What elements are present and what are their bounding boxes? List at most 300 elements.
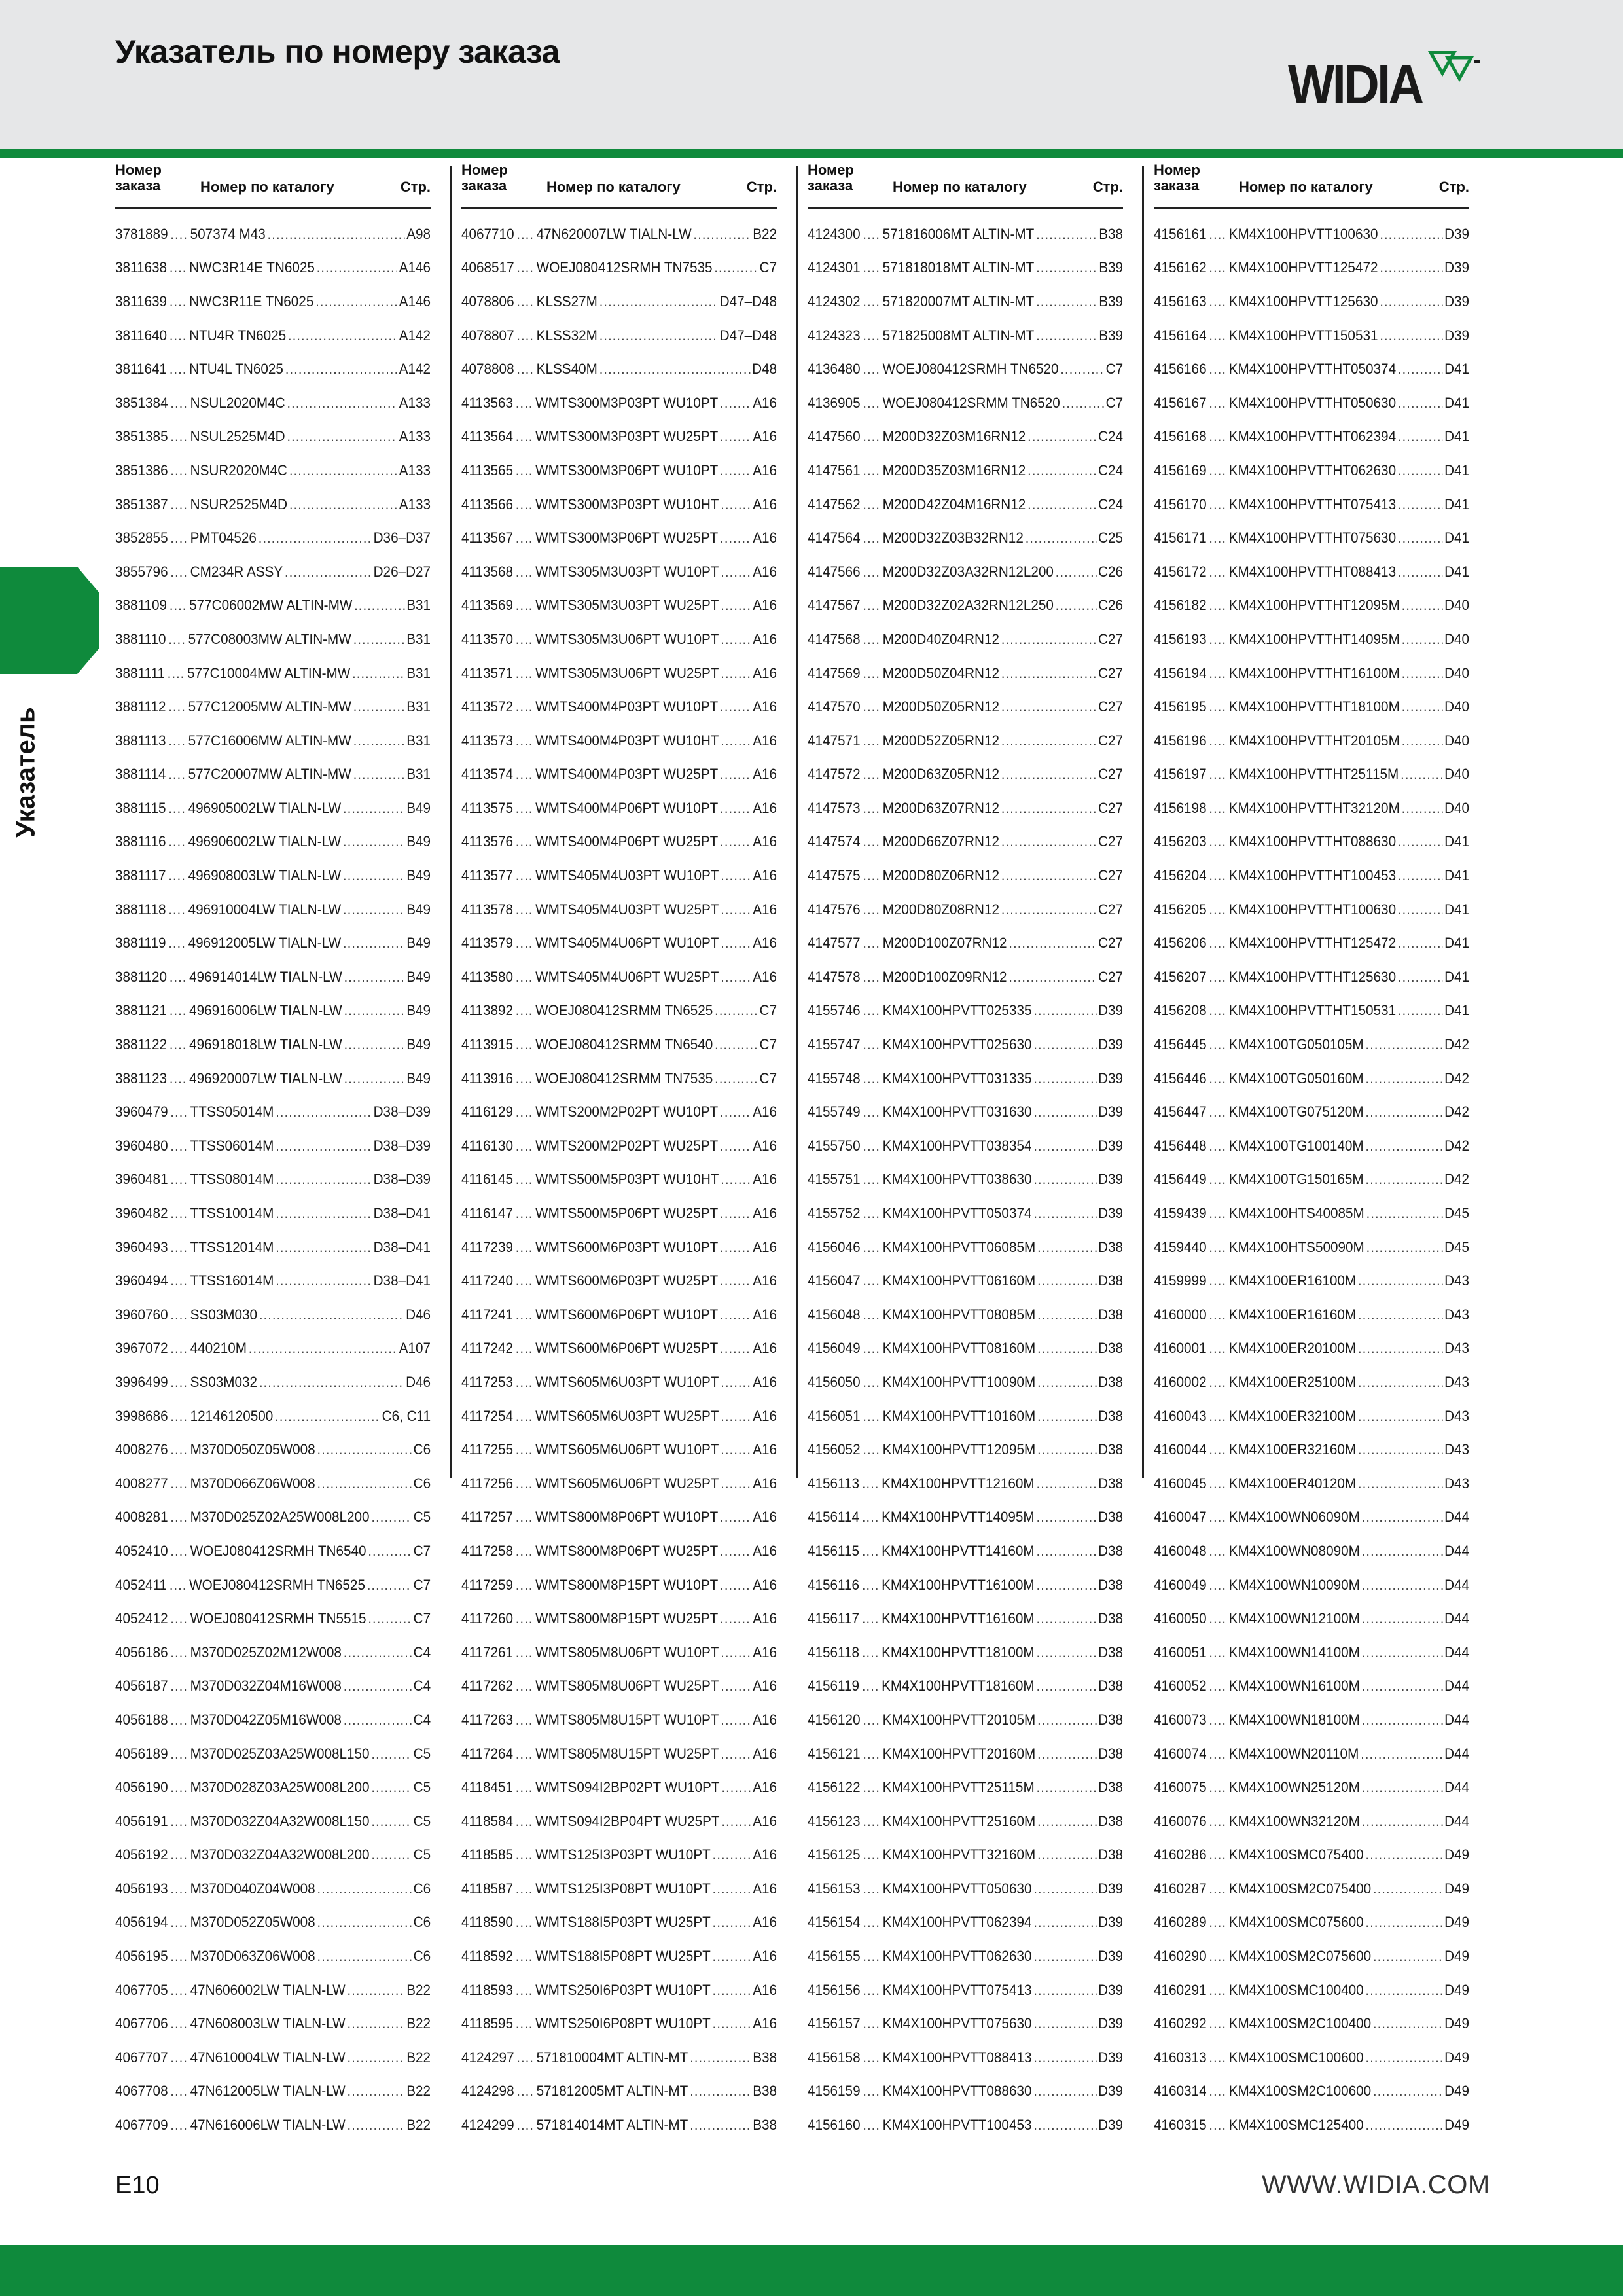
page-reference[interactable]: C27 bbox=[1098, 968, 1124, 985]
page-reference[interactable]: B31 bbox=[406, 766, 431, 783]
page-reference[interactable]: C6 bbox=[413, 1948, 431, 1965]
page-reference[interactable]: D49 bbox=[1444, 2049, 1470, 2066]
page-reference[interactable]: C5 bbox=[413, 1779, 431, 1796]
page-reference[interactable]: D40 bbox=[1444, 630, 1470, 647]
page-reference[interactable]: D38 bbox=[1098, 1677, 1124, 1695]
page-reference[interactable]: D38 bbox=[1098, 1542, 1124, 1559]
page-reference[interactable]: D39 bbox=[1098, 1914, 1124, 1931]
page-reference[interactable]: D44 bbox=[1444, 1610, 1470, 1627]
page-reference[interactable]: B49 bbox=[406, 833, 431, 850]
page-reference[interactable]: B31 bbox=[406, 630, 431, 647]
page-reference[interactable]: C27 bbox=[1098, 698, 1124, 715]
page-reference[interactable]: D39 bbox=[1444, 225, 1470, 242]
page-reference[interactable]: C6, C11 bbox=[382, 1407, 431, 1424]
page-reference[interactable]: D39 bbox=[1098, 1103, 1124, 1121]
page-reference[interactable]: D40 bbox=[1444, 664, 1470, 681]
page-reference[interactable]: C6 bbox=[413, 1914, 431, 1931]
page-reference[interactable]: B49 bbox=[406, 1002, 431, 1019]
leader-dots bbox=[720, 1306, 751, 1323]
page-reference[interactable]: A146 bbox=[399, 293, 431, 310]
leader-dots: .... bbox=[1209, 428, 1226, 445]
page-reference[interactable]: D43 bbox=[1444, 1340, 1470, 1357]
page-reference[interactable]: D41 bbox=[1444, 428, 1470, 445]
page-reference[interactable]: D39 bbox=[1098, 1137, 1124, 1154]
order-number: 4147571 bbox=[808, 732, 861, 749]
page-reference[interactable]: C7 bbox=[759, 1036, 777, 1053]
page-reference[interactable]: C7 bbox=[759, 259, 777, 276]
page-reference[interactable]: D38 bbox=[1098, 1407, 1124, 1424]
leader-dots: .... bbox=[863, 935, 880, 952]
order-number: 4156164 bbox=[1154, 327, 1207, 344]
header-rule bbox=[461, 207, 777, 209]
page-reference[interactable]: A16 bbox=[753, 1812, 777, 1829]
page-reference[interactable]: D41 bbox=[1444, 935, 1470, 952]
catalog-number: 496920007LW TIALN-LW bbox=[189, 1069, 342, 1086]
page-reference[interactable]: A16 bbox=[753, 1643, 777, 1660]
table-row bbox=[1154, 1770, 1469, 1804]
page-reference[interactable]: C27 bbox=[1098, 901, 1124, 918]
page-reference[interactable]: A16 bbox=[753, 1745, 777, 1762]
page-reference[interactable]: C26 bbox=[1098, 597, 1124, 614]
page-reference[interactable]: A142 bbox=[399, 327, 431, 344]
page-reference[interactable]: A16 bbox=[753, 968, 777, 985]
page-reference[interactable]: D43 bbox=[1444, 1407, 1470, 1424]
page-reference[interactable]: D41 bbox=[1444, 394, 1470, 411]
catalog-number: M370D052Z05W008 bbox=[190, 1914, 315, 1931]
table-row bbox=[115, 1230, 431, 1265]
page-reference[interactable]: D39 bbox=[1098, 1981, 1124, 1998]
page-reference[interactable]: A16 bbox=[753, 1846, 777, 1863]
page-reference[interactable]: D49 bbox=[1444, 2083, 1470, 2100]
page-reference[interactable]: B38 bbox=[753, 2049, 777, 2066]
page-reference[interactable]: D41 bbox=[1444, 901, 1470, 918]
page-reference[interactable]: D39 bbox=[1098, 2083, 1124, 2100]
page-reference[interactable]: A16 bbox=[753, 833, 777, 850]
page-reference[interactable]: B49 bbox=[406, 867, 431, 884]
catalog-number: NSUR2020M4C bbox=[190, 461, 288, 478]
page-reference[interactable]: B31 bbox=[406, 698, 431, 715]
page-reference[interactable]: D38–D41 bbox=[373, 1272, 431, 1289]
page-reference[interactable]: A142 bbox=[399, 361, 431, 378]
leader-dots bbox=[285, 564, 372, 581]
page-reference[interactable]: B31 bbox=[406, 732, 431, 749]
page-reference[interactable]: D44 bbox=[1444, 1509, 1470, 1526]
table-row bbox=[808, 2108, 1123, 2142]
catalog-number: KM4X100HPVTT25160M bbox=[882, 1812, 1036, 1829]
page-reference[interactable]: A16 bbox=[753, 529, 777, 547]
page-reference[interactable]: D44 bbox=[1444, 1745, 1470, 1762]
page-reference[interactable]: A107 bbox=[399, 1340, 431, 1357]
page-reference[interactable]: D49 bbox=[1444, 1948, 1470, 1965]
order-number: 3881119 bbox=[115, 935, 166, 952]
table-row bbox=[115, 1399, 431, 1433]
page-reference[interactable]: A16 bbox=[753, 1205, 777, 1222]
page-reference[interactable]: C27 bbox=[1098, 664, 1124, 681]
leader-dots bbox=[721, 732, 751, 749]
page-reference[interactable]: D39 bbox=[1098, 1205, 1124, 1222]
page-reference[interactable]: C26 bbox=[1098, 563, 1124, 580]
page-reference[interactable]: C24 bbox=[1098, 428, 1124, 445]
catalog-number: KM4X100HPVTT062630 bbox=[882, 1948, 1032, 1965]
page-reference[interactable]: C4 bbox=[413, 1643, 431, 1660]
page-reference[interactable]: D41 bbox=[1444, 563, 1470, 580]
page-reference[interactable]: D42 bbox=[1444, 1069, 1470, 1086]
page-reference[interactable]: C7 bbox=[759, 1002, 777, 1019]
page-reference[interactable]: C27 bbox=[1098, 867, 1124, 884]
page-reference[interactable]: D41 bbox=[1444, 495, 1470, 512]
page-reference[interactable]: D39 bbox=[1098, 2015, 1124, 2032]
page-reference[interactable]: B49 bbox=[406, 1069, 431, 1086]
order-number: 4156169 bbox=[1154, 461, 1207, 478]
page-reference[interactable]: C5 bbox=[413, 1745, 431, 1762]
page-reference[interactable]: D41 bbox=[1444, 529, 1470, 547]
page-reference[interactable]: B22 bbox=[406, 2015, 431, 2032]
page-reference[interactable]: D38–D39 bbox=[373, 1103, 431, 1121]
page-reference[interactable]: A16 bbox=[753, 630, 777, 647]
page-reference[interactable]: D38 bbox=[1098, 1745, 1124, 1762]
page-reference[interactable]: D38 bbox=[1098, 1373, 1124, 1390]
page-reference[interactable]: A16 bbox=[753, 1238, 777, 1255]
page-reference[interactable]: C27 bbox=[1098, 833, 1124, 850]
page-reference[interactable]: D38 bbox=[1098, 1306, 1124, 1323]
page-reference[interactable]: D44 bbox=[1444, 1643, 1470, 1660]
page-reference[interactable]: D40 bbox=[1444, 799, 1470, 816]
page-reference[interactable]: C7 bbox=[1105, 361, 1124, 378]
page-reference[interactable]: A16 bbox=[753, 698, 777, 715]
catalog-number: M200D50Z04RN12 bbox=[882, 664, 1000, 681]
page-reference[interactable]: A16 bbox=[753, 563, 777, 580]
page-reference[interactable]: D40 bbox=[1444, 698, 1470, 715]
page-reference[interactable]: D45 bbox=[1444, 1238, 1470, 1255]
leader-dots bbox=[1033, 2015, 1096, 2032]
page-reference[interactable]: A16 bbox=[753, 1948, 777, 1965]
page-reference[interactable]: C6 bbox=[413, 1475, 431, 1492]
page-reference[interactable]: B22 bbox=[406, 1981, 431, 1998]
leader-dots bbox=[353, 698, 405, 715]
catalog-number: WMTS800M8P15PT WU10PT bbox=[535, 1576, 719, 1593]
order-number: 3811638 bbox=[115, 259, 168, 276]
leader-dots bbox=[1037, 1374, 1096, 1391]
page-reference[interactable]: D38 bbox=[1098, 1441, 1124, 1458]
page-reference[interactable]: D38 bbox=[1098, 1509, 1124, 1526]
page-reference[interactable]: D39 bbox=[1444, 293, 1470, 310]
page-reference[interactable]: D42 bbox=[1444, 1103, 1470, 1121]
page-reference[interactable]: D39 bbox=[1098, 2117, 1124, 2134]
page-reference[interactable]: D42 bbox=[1444, 1036, 1470, 1053]
page-reference[interactable]: D47–D48 bbox=[719, 327, 777, 344]
page-reference[interactable]: D39 bbox=[1098, 1036, 1124, 1053]
table-row bbox=[1154, 1467, 1469, 1501]
page-reference[interactable]: A16 bbox=[753, 1373, 777, 1390]
page-reference[interactable]: B22 bbox=[406, 2049, 431, 2066]
page-reference[interactable]: A16 bbox=[753, 1475, 777, 1492]
page-reference[interactable]: D39 bbox=[1444, 259, 1470, 276]
page-reference[interactable]: A146 bbox=[399, 259, 431, 276]
page-reference[interactable]: A133 bbox=[399, 394, 431, 411]
page-reference[interactable]: A16 bbox=[753, 1981, 777, 1998]
page-reference[interactable]: C5 bbox=[413, 1846, 431, 1863]
page-reference[interactable]: A16 bbox=[753, 1914, 777, 1931]
page-reference[interactable]: A16 bbox=[753, 461, 777, 478]
page-reference[interactable]: A16 bbox=[753, 1306, 777, 1323]
page-reference[interactable]: A16 bbox=[753, 1677, 777, 1695]
leader-dots: .... bbox=[515, 935, 533, 952]
catalog-number: KM4X100HPVTT08160M bbox=[882, 1340, 1036, 1357]
page-reference[interactable]: A16 bbox=[753, 867, 777, 884]
order-number: 4124299 bbox=[461, 2117, 514, 2134]
order-number: 4116130 bbox=[461, 1137, 514, 1154]
page-reference[interactable]: C7 bbox=[1105, 394, 1124, 411]
page-reference[interactable]: C4 bbox=[413, 1711, 431, 1728]
page-reference[interactable]: A16 bbox=[753, 1509, 777, 1526]
leader-dots: .... bbox=[863, 1914, 880, 1931]
page-reference[interactable]: B31 bbox=[406, 664, 431, 681]
page-reference[interactable]: D26–D27 bbox=[373, 563, 431, 580]
catalog-number: KLSS40M bbox=[536, 361, 597, 378]
page-reference[interactable]: D38–D39 bbox=[373, 1171, 431, 1188]
page-reference[interactable]: D41 bbox=[1444, 361, 1470, 378]
page-reference[interactable]: D41 bbox=[1444, 1002, 1470, 1019]
page-reference[interactable]: C7 bbox=[413, 1576, 431, 1593]
page-reference[interactable]: C7 bbox=[413, 1542, 431, 1559]
page-reference[interactable]: B22 bbox=[406, 2083, 431, 2100]
page-reference[interactable]: D40 bbox=[1444, 766, 1470, 783]
page-reference[interactable]: D39 bbox=[1098, 1069, 1124, 1086]
page-reference[interactable]: A16 bbox=[753, 1137, 777, 1154]
leader-dots: .... bbox=[1209, 1745, 1226, 1762]
leader-dots bbox=[1398, 496, 1442, 513]
page-reference[interactable]: A16 bbox=[753, 1171, 777, 1188]
page-reference[interactable]: D43 bbox=[1444, 1373, 1470, 1390]
page-reference[interactable]: D44 bbox=[1444, 1711, 1470, 1728]
page-reference[interactable]: D39 bbox=[1098, 1880, 1124, 1897]
page-reference[interactable]: D38 bbox=[1098, 1846, 1124, 1863]
page-reference[interactable]: A16 bbox=[753, 1340, 777, 1357]
page-reference[interactable]: C27 bbox=[1098, 935, 1124, 952]
page-reference[interactable]: C6 bbox=[413, 1880, 431, 1897]
page-reference[interactable]: A16 bbox=[753, 901, 777, 918]
page-reference[interactable]: A133 bbox=[399, 461, 431, 478]
page-reference[interactable]: C24 bbox=[1098, 461, 1124, 478]
table-row bbox=[808, 1163, 1123, 1197]
page-reference[interactable]: B49 bbox=[406, 901, 431, 918]
page-reference[interactable]: D49 bbox=[1444, 2117, 1470, 2134]
page-reference[interactable]: B49 bbox=[406, 1036, 431, 1053]
page-reference[interactable]: C27 bbox=[1098, 732, 1124, 749]
page-reference[interactable]: D42 bbox=[1444, 1137, 1470, 1154]
leader-dots: .... bbox=[170, 2083, 188, 2100]
catalog-number: KM4X100SM2C100400 bbox=[1228, 2015, 1372, 2032]
page-reference[interactable]: D41 bbox=[1444, 867, 1470, 884]
page-reference[interactable]: A16 bbox=[753, 766, 777, 783]
page-reference[interactable]: D40 bbox=[1444, 597, 1470, 614]
page-reference[interactable]: A133 bbox=[399, 495, 431, 512]
table-row bbox=[808, 1636, 1123, 1670]
order-number: 4160047 bbox=[1154, 1509, 1207, 1526]
page-reference[interactable]: D43 bbox=[1444, 1475, 1470, 1492]
page-reference[interactable]: D39 bbox=[1098, 1948, 1124, 1965]
page-reference[interactable]: D44 bbox=[1444, 1576, 1470, 1593]
page-reference[interactable]: D41 bbox=[1444, 968, 1470, 985]
page-reference[interactable]: A16 bbox=[753, 1407, 777, 1424]
page-reference[interactable]: C5 bbox=[413, 1509, 431, 1526]
page-reference[interactable]: C7 bbox=[413, 1610, 431, 1627]
leader-dots: .... bbox=[1209, 1036, 1226, 1053]
leader-dots bbox=[343, 901, 405, 918]
page-reference[interactable]: A16 bbox=[753, 495, 777, 512]
page-reference[interactable]: C5 bbox=[413, 1812, 431, 1829]
page-reference[interactable]: D38 bbox=[1098, 1812, 1124, 1829]
page-reference[interactable]: D46 bbox=[406, 1306, 431, 1323]
page-reference[interactable]: D40 bbox=[1444, 732, 1470, 749]
page-reference[interactable]: B31 bbox=[406, 597, 431, 614]
order-number: 4068517 bbox=[461, 259, 514, 276]
page-reference[interactable]: D38 bbox=[1098, 1711, 1124, 1728]
leader-dots: .... bbox=[170, 428, 188, 445]
leader-dots bbox=[1362, 1779, 1443, 1796]
page-reference[interactable]: D42 bbox=[1444, 1171, 1470, 1188]
page-reference[interactable]: A16 bbox=[753, 664, 777, 681]
page-reference[interactable]: B22 bbox=[753, 225, 777, 242]
table-row bbox=[115, 791, 431, 825]
page-reference[interactable]: D38 bbox=[1098, 1643, 1124, 1660]
page-reference[interactable]: B38 bbox=[1099, 225, 1124, 242]
page-reference[interactable]: A133 bbox=[399, 428, 431, 445]
page-reference[interactable]: D38 bbox=[1098, 1610, 1124, 1627]
table-row bbox=[461, 1770, 777, 1804]
page-reference[interactable]: C27 bbox=[1098, 766, 1124, 783]
leader-dots bbox=[287, 395, 397, 412]
page-reference[interactable]: D38 bbox=[1098, 1576, 1124, 1593]
leader-dots bbox=[1398, 564, 1442, 581]
page-reference[interactable]: B38 bbox=[753, 2083, 777, 2100]
page-reference[interactable]: D47–D48 bbox=[719, 293, 777, 310]
page-reference[interactable]: C6 bbox=[413, 1441, 431, 1458]
page-reference[interactable]: C27 bbox=[1098, 799, 1124, 816]
page-reference[interactable]: A16 bbox=[753, 597, 777, 614]
page-reference[interactable]: B38 bbox=[753, 2117, 777, 2134]
page-reference[interactable]: A16 bbox=[753, 1542, 777, 1559]
table-row bbox=[808, 1399, 1123, 1433]
page-reference[interactable]: D38–D41 bbox=[373, 1205, 431, 1222]
page-reference[interactable]: A16 bbox=[753, 1880, 777, 1897]
page-reference[interactable]: B39 bbox=[1099, 259, 1124, 276]
page-reference[interactable]: B49 bbox=[406, 935, 431, 952]
page-reference[interactable]: D38 bbox=[1098, 1272, 1124, 1289]
page-reference[interactable]: D44 bbox=[1444, 1677, 1470, 1695]
page-reference[interactable]: D39 bbox=[1098, 1171, 1124, 1188]
page-reference[interactable]: D43 bbox=[1444, 1441, 1470, 1458]
page-reference[interactable]: A16 bbox=[753, 1441, 777, 1458]
leader-dots: .... bbox=[1209, 1711, 1226, 1728]
page-reference[interactable]: D49 bbox=[1444, 1880, 1470, 1897]
page-reference[interactable]: B39 bbox=[1099, 293, 1124, 310]
leader-dots: .... bbox=[1209, 1509, 1226, 1526]
order-number: 4156449 bbox=[1154, 1171, 1207, 1188]
page-reference[interactable]: D38 bbox=[1098, 1475, 1124, 1492]
page-reference[interactable]: A16 bbox=[753, 732, 777, 749]
leader-dots: .... bbox=[1209, 1542, 1226, 1559]
page-reference[interactable]: D38 bbox=[1098, 1238, 1124, 1255]
page-reference[interactable]: D43 bbox=[1444, 1272, 1470, 1289]
leader-dots bbox=[1358, 1306, 1442, 1323]
page-reference[interactable]: D39 bbox=[1098, 1002, 1124, 1019]
page-reference[interactable]: B49 bbox=[406, 799, 431, 816]
order-number: 4116129 bbox=[461, 1103, 514, 1121]
page-reference[interactable]: A16 bbox=[753, 1576, 777, 1593]
order-number: 4056192 bbox=[115, 1846, 168, 1863]
leader-dots: .... bbox=[515, 461, 533, 478]
page-reference[interactable]: A16 bbox=[753, 1103, 777, 1121]
page-reference[interactable]: D44 bbox=[1444, 1779, 1470, 1796]
page-reference[interactable]: D44 bbox=[1444, 1812, 1470, 1829]
leader-dots bbox=[1358, 1272, 1442, 1289]
leader-dots: .... bbox=[515, 1542, 533, 1559]
order-number: 4155750 bbox=[808, 1137, 861, 1154]
leader-dots bbox=[713, 1846, 751, 1863]
catalog-number: M200D35Z03M16RN12 bbox=[882, 461, 1026, 478]
page-reference[interactable]: C24 bbox=[1098, 495, 1124, 512]
page-reference[interactable]: D45 bbox=[1444, 1205, 1470, 1222]
page-reference[interactable]: B39 bbox=[1099, 327, 1124, 344]
order-number: 4124298 bbox=[461, 2083, 514, 2100]
page-reference[interactable]: D38 bbox=[1098, 1779, 1124, 1796]
page-reference[interactable]: C7 bbox=[759, 1069, 777, 1086]
page-reference[interactable]: D48 bbox=[752, 361, 777, 378]
page-reference[interactable]: A16 bbox=[753, 1610, 777, 1627]
page-reference[interactable]: D44 bbox=[1444, 1542, 1470, 1559]
page-reference[interactable]: D41 bbox=[1444, 461, 1470, 478]
page-reference[interactable]: D49 bbox=[1444, 1981, 1470, 1998]
page-reference[interactable]: D36–D37 bbox=[373, 529, 431, 547]
page-reference[interactable]: A16 bbox=[753, 935, 777, 952]
page-reference[interactable]: A16 bbox=[753, 394, 777, 411]
page-reference[interactable]: C4 bbox=[413, 1677, 431, 1695]
table-row bbox=[115, 1568, 431, 1602]
website-link[interactable]: WWW.WIDIA.COM bbox=[1262, 2170, 1490, 2199]
page-reference[interactable]: D49 bbox=[1444, 1846, 1470, 1863]
catalog-number: WMTS600M6P06PT WU10PT bbox=[535, 1306, 719, 1323]
header-order-number: Номер заказа bbox=[115, 162, 162, 194]
page-reference[interactable]: D39 bbox=[1098, 2049, 1124, 2066]
leader-dots: .... bbox=[170, 495, 188, 512]
page-reference[interactable]: D39 bbox=[1444, 327, 1470, 344]
catalog-number: KM4X100SM2C075400 bbox=[1228, 1880, 1372, 1897]
page-reference[interactable]: D38–D39 bbox=[373, 1137, 431, 1154]
page-reference[interactable]: D38 bbox=[1098, 1340, 1124, 1357]
page-reference[interactable]: A16 bbox=[753, 1711, 777, 1728]
order-number: 4156156 bbox=[808, 1981, 861, 1998]
page-reference[interactable]: D43 bbox=[1444, 1306, 1470, 1323]
page-reference[interactable]: A16 bbox=[753, 2015, 777, 2032]
page-reference[interactable]: D49 bbox=[1444, 2015, 1470, 2032]
leader-dots bbox=[1037, 1239, 1096, 1256]
page-reference[interactable]: B49 bbox=[406, 968, 431, 985]
page-reference[interactable]: D38–D41 bbox=[373, 1238, 431, 1255]
page-reference[interactable]: D49 bbox=[1444, 1914, 1470, 1931]
page-reference[interactable]: A16 bbox=[753, 428, 777, 445]
page-reference[interactable]: C27 bbox=[1098, 630, 1124, 647]
page-reference[interactable]: A16 bbox=[753, 1779, 777, 1796]
page-reference[interactable]: A98 bbox=[406, 225, 431, 242]
page-reference[interactable]: C25 bbox=[1098, 529, 1124, 547]
page-reference[interactable]: A16 bbox=[753, 1272, 777, 1289]
page-reference[interactable]: B22 bbox=[406, 2117, 431, 2134]
page-reference[interactable]: D46 bbox=[406, 1373, 431, 1390]
catalog-number: KM4X100SMC075400 bbox=[1228, 1846, 1364, 1863]
page-reference[interactable]: A16 bbox=[753, 799, 777, 816]
page-reference[interactable]: D41 bbox=[1444, 833, 1470, 850]
